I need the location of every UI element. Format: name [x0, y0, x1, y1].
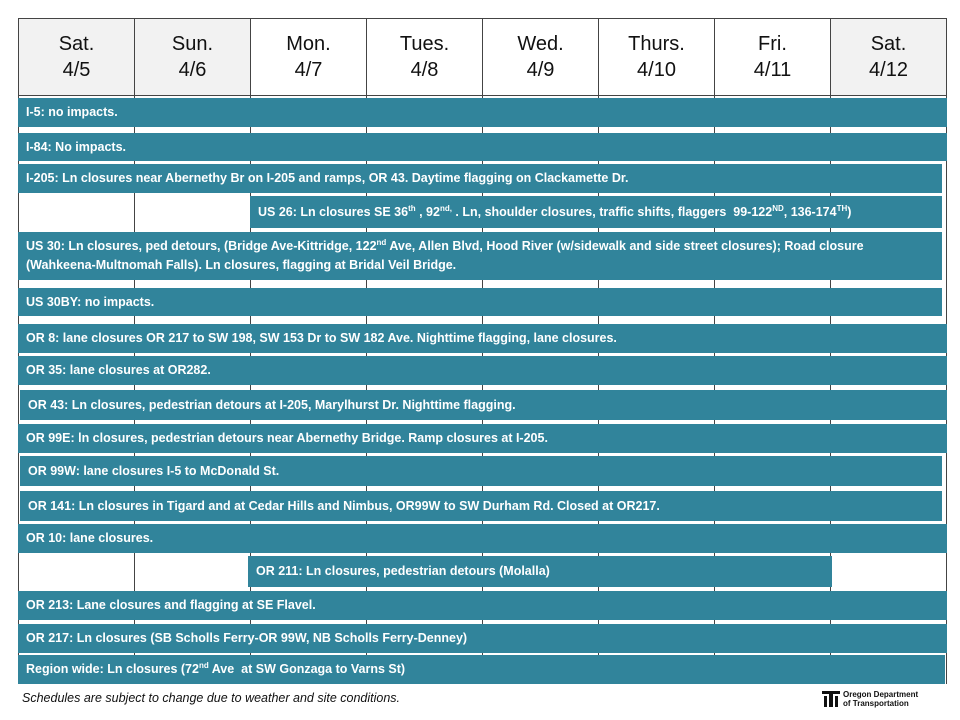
odot-logo — [822, 690, 918, 708]
day-date: 4/10 — [637, 59, 676, 81]
day-date: 4/6 — [178, 59, 207, 81]
text: . Ln, shoulder closures, traffic shifts, flaggers 99-122 — [451, 204, 773, 219]
day-name: Mon. — [286, 33, 331, 55]
day-date: 4/5 — [62, 59, 91, 81]
superscript: nd, — [439, 203, 452, 213]
day-name: Wed. — [517, 33, 564, 55]
impact-bar-or8: OR 8: lane closures OR 217 to SW 198, SW 153 Dr to SW 182 Ave. Nighttime flagging, lane closures. — [18, 324, 947, 353]
day-header — [482, 18, 599, 96]
logo-text: Oregon Department — [843, 690, 919, 699]
day-header — [250, 18, 367, 96]
day-name: Sat. — [58, 33, 95, 55]
superscript: TH — [836, 203, 848, 213]
day-name: Thurs. — [628, 33, 685, 55]
text: US 30: Ln closures, ped detours, (Bridge Ave-Kittridge, 122 — [26, 239, 377, 253]
day-header — [714, 18, 831, 96]
day-name: Tues. — [399, 33, 450, 55]
superscript: th — [408, 203, 416, 213]
impact-bar-or141: OR 141: Ln closures in Tigard and at Cedar Hills and Nimbus, OR99W to SW Durham Rd. Closed at OR217. — [20, 491, 942, 521]
impact-bar-or35: OR 35: lane closures at OR282. — [18, 356, 947, 385]
impact-bar-us30 — [18, 232, 942, 280]
superscript: nd — [376, 237, 387, 247]
text: , 136-174 — [783, 204, 837, 219]
day-date: 4/11 — [753, 59, 792, 81]
day-date: 4/7 — [294, 59, 323, 81]
text: Ave at SW Gonzaga to Varns St) — [208, 662, 406, 676]
day-header — [366, 18, 483, 96]
logo-text: of Transportation — [843, 699, 909, 708]
impact-bar-or213: OR 213: Lane closures and flagging at SE Flavel. — [18, 591, 947, 620]
day-name: Sat. — [870, 33, 907, 55]
impact-bar-us30by: US 30BY: no impacts. — [18, 288, 942, 316]
text: Region wide: Ln closures (72 — [26, 662, 199, 676]
impact-bar-or43: OR 43: Ln closures, pedestrian detours at I-205, Marylhurst Dr. Nighttime flagging. — [20, 390, 947, 420]
day-name: Sun. — [171, 33, 214, 55]
day-header — [598, 18, 715, 96]
bar-text — [26, 660, 405, 679]
day-date: 4/9 — [526, 59, 555, 81]
day-name: Fri. — [758, 33, 787, 55]
impact-bar-or211: OR 211: Ln closures, pedestrian detours (Molalla) — [248, 556, 832, 587]
impact-bar-us26 — [250, 196, 942, 228]
impact-bar-or217: OR 217: Ln closures (SB Scholls Ferry-OR 99W, NB Scholls Ferry-Denney) — [18, 624, 947, 653]
text: US 26: Ln closures SE 36 — [258, 204, 409, 219]
impact-bar-i5: I-5: no impacts. — [18, 98, 947, 127]
superscript: ND — [772, 203, 784, 213]
day-date: 4/12 — [869, 59, 908, 81]
superscript: nd — [198, 660, 209, 670]
day-header — [830, 18, 947, 96]
day-date: 4/8 — [410, 59, 439, 81]
disclaimer: Schedules are subject to change due to weather and site conditions. — [22, 691, 401, 705]
day-header — [18, 18, 135, 96]
impact-bar-or10: OR 10: lane closures. — [18, 524, 947, 553]
text: , 92 — [415, 204, 440, 219]
text: ) — [847, 204, 852, 219]
impact-bar-or99w: OR 99W: lane closures I-5 to McDonald St. — [20, 456, 942, 486]
impact-bar-or99e: OR 99E: ln closures, pedestrian detours near Abernethy Bridge. Ramp closures at I-205. — [18, 424, 947, 453]
day-header — [134, 18, 251, 96]
impact-bar-i84: I-84: No impacts. — [18, 133, 947, 161]
text: Ave, Allen Blvd, Hood River (w/sidewalk and side street closures); Road closure (Wahkeena-Multnomah Falls). Ln closures, flagging at Bridal Veil Bridge. — [26, 239, 864, 272]
impact-bar-region — [18, 655, 945, 684]
impact-bar-i205: I-205: Ln closures near Abernethy Br on I-205 and ramps, OR 43. Daytime flagging on Clackamette Dr. — [18, 164, 942, 193]
bar-text — [258, 203, 851, 222]
odot-logo-icon — [822, 690, 840, 708]
